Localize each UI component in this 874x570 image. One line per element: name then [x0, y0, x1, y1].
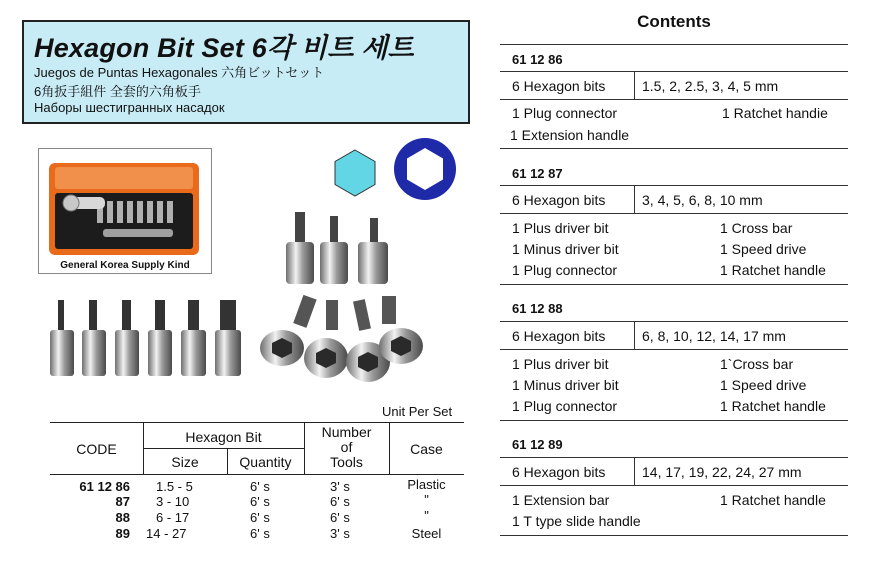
header-size: Size: [171, 454, 199, 470]
set-code: 61 12 86: [512, 52, 563, 67]
hexagon-bit-icon: [330, 148, 380, 198]
unit-per-set-label: Unit Per Set: [382, 404, 453, 419]
socket-bits-image: [36, 212, 436, 392]
header-case: Case: [410, 441, 443, 457]
set-code: 61 12 89: [512, 437, 563, 452]
title-chinese: 6角扳手組件 全套的六角板手: [34, 84, 201, 99]
title-spanish-japanese: Juegos de Puntas Hexagonales 六角ビットセット: [34, 65, 325, 80]
header-code: CODE: [76, 441, 117, 457]
header-hexagon-bit: Hexagon Bit: [185, 429, 262, 445]
contents-title: Contents: [637, 12, 711, 31]
set-code: 61 12 87: [512, 166, 563, 181]
title-russian: Наборы шестигранных насадок: [34, 100, 225, 115]
header-number-of-tools: Number of Tools: [321, 424, 372, 470]
hexagon-socket-icon: [392, 136, 458, 202]
set-code: 61 12 88: [512, 301, 563, 316]
page-title: Hexagon Bit Set 6각 비트 세트: [34, 33, 414, 63]
photo-caption: General Korea Supply Kind: [60, 260, 190, 271]
title-box: [22, 20, 470, 124]
header-quantity: Quantity: [239, 454, 292, 470]
